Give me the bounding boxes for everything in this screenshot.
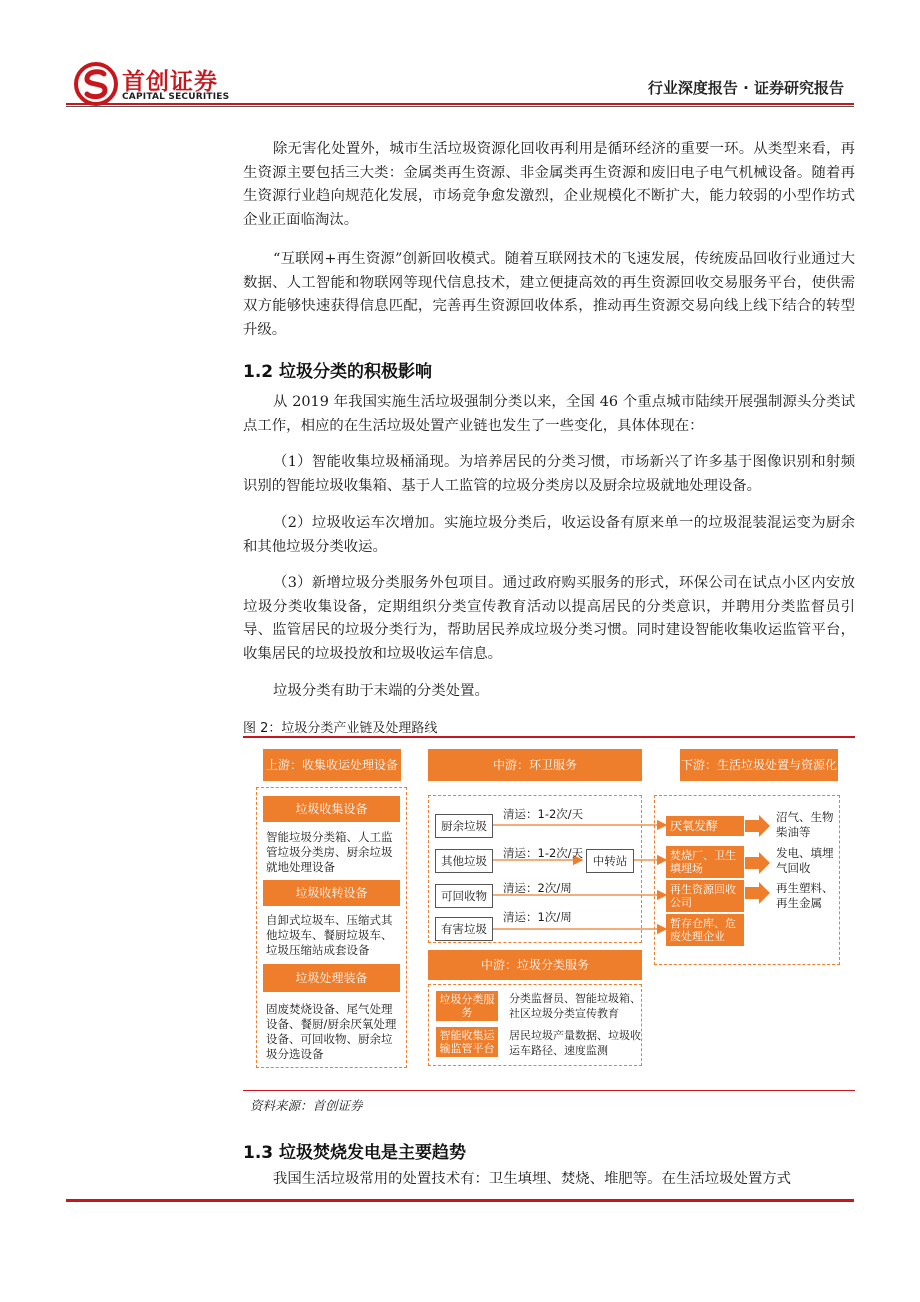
process-hazardous-storage: 暂存仓库、危废处理企业: [666, 914, 744, 946]
midstream-header: 中游：环卫服务: [428, 749, 642, 781]
waste-freq-other: 清运：1-2次/天: [503, 846, 584, 860]
paragraph-internet-recycling: “互联网+再生资源”创新回收模式。随着互联网技术的飞速发展，传统废品回收行业通过大数据、人工智能和物联网等现代信息技术，建立便捷高效的再生资源回收交易服务平台，使供需双方能够快速获得信息匹配，完善再生资源回收体系，推动再生资源交易向线上线下结合的转型升级。: [243, 251, 855, 338]
result-anaerobic: 沼气、生物柴油等: [776, 810, 834, 839]
waste-freq-kitchen: 清运：1-2次/天: [503, 807, 584, 821]
waste-freq-recyclable: 清运：2次/周: [503, 881, 572, 895]
process-incineration: 焚烧厂、卫生填埋场: [666, 846, 744, 878]
process-recycling: 再生资源回收公司: [666, 880, 744, 912]
header-divider-thin: [66, 106, 854, 107]
upstream-group-collection-desc: 智能垃圾分类箱、人工监管垃圾分类房、厨余垃圾就地处理设备: [266, 830, 393, 874]
waste-type-recyclable: 可回收物: [435, 884, 493, 908]
paragraph-outsourcing: （3）新增垃圾分类服务外包项目。通过政府购买服务的形式，环保公司在试点小区内安放垃圾分类收集设备，定期组织分类宣传教育活动以提高居民的分类意识，并聘用分类监督员引导、监管居民的垃圾分类行为，帮助居民养成垃圾分类习惯。同时建设智能收集收运监管平台，收集居民的垃圾投放和垃圾收运车信息。: [243, 575, 855, 662]
upstream-header: 上游：收集收运处理设备: [263, 749, 401, 781]
upstream-group-transfer-desc: 自卸式垃圾车、压缩式其他垃圾车、餐厨垃圾车、垃圾压缩站成套设备: [266, 913, 393, 957]
footer-rule: [66, 1199, 854, 1202]
result-recycling: 再生塑料、再生金属: [776, 881, 834, 910]
transfer-station: 中转站: [586, 849, 634, 873]
figure-source: 资料来源：首创证券: [250, 1098, 363, 1113]
waste-freq-hazardous: 清运：1次/周: [503, 910, 572, 924]
paragraph-collection-trips: （2）垃圾收运车次增加。实施垃圾分类后，收运设备有原来单一的垃圾混装混运变为厨余和其他垃圾分类收运。: [243, 515, 855, 555]
upstream-group-collection-title: 垃圾收集设备: [263, 796, 400, 822]
upstream-group-treatment-desc: 固废焚烧设备、尾气处理设备、餐厨/厨余厌氧处理设备、可回收物、厨余垃圾分选设备: [266, 1002, 397, 1061]
midstream-service-header: 中游：垃圾分类服务: [428, 950, 642, 980]
downstream-header: 下游：生活垃圾处置与资源化: [680, 749, 838, 781]
result-incineration: 发电、填埋气回收: [776, 846, 834, 875]
capital-securities-logo-icon: [74, 62, 118, 106]
section-heading-1-3: 1.3 垃圾焚烧发电是主要趋势: [243, 1143, 467, 1163]
waste-type-hazardous: 有害垃圾: [435, 917, 493, 941]
section-heading-1-2: 1.2 垃圾分类的积极影响: [243, 362, 433, 382]
paragraph-recycling: 除无害化处置外，城市生活垃圾资源化回收再利用是循环经济的重要一环。从类型来看，再生资源主要包括三大类：金属类再生资源、非金属类再生资源和废旧电子电气机械设备。随着再生资源行业趋向规范化发展，市场竞争愈发激烈，企业规模化不断扩大，能力较弱的小型作坊式企业正面临淘汰。: [243, 141, 855, 228]
figure-bottom-rule: [243, 1090, 855, 1091]
waste-type-kitchen: 厨余垃圾: [435, 814, 493, 838]
upstream-group-transfer-title: 垃圾收转设备: [263, 880, 400, 906]
service-monitoring-desc: 居民垃圾产量数据、垃圾收运车路径、速度监测: [509, 1029, 641, 1057]
service-sorting-desc: 分类监督员、智能垃圾箱、社区垃圾分类宣传教育: [509, 992, 641, 1020]
service-monitoring-platform: 智能收集运输监管平台: [436, 1027, 498, 1057]
report-type: 行业深度报告 · 证券研究报告: [647, 79, 844, 97]
waste-type-other: 其他垃圾: [435, 849, 493, 873]
header-divider: [66, 103, 854, 105]
paragraph-end-disposal: 垃圾分类有助于末端的分类处置。: [273, 683, 489, 699]
paragraph-smart-bins: （1）智能收集垃圾桶涌现。为培养居民的分类习惯，市场新兴了许多基于图像识别和射频识别的智能垃圾收集箱、基于人工监管的垃圾分类房以及厨余垃圾就地处理设备。: [243, 454, 855, 494]
paragraph-2019-policy: 从 2019 年我国实施生活垃圾强制分类以来，全国 46 个重点城市陆续开展强制源头分类试点工作，相应的在生活垃圾处置产业链也发生了一些变化，具体体现在：: [243, 394, 855, 434]
figure-top-rule: [243, 736, 855, 738]
figure-title: 图 2：垃圾分类产业链及处理路线: [243, 721, 438, 736]
upstream-group-treatment-title: 垃圾处理装备: [263, 964, 400, 992]
process-anaerobic: 厌氧发酵: [666, 816, 744, 836]
logo-chinese-name: 首创证券: [122, 69, 218, 95]
logo-english-name: CAPITAL SECURITIES: [122, 92, 230, 102]
paragraph-disposal-tech: 我国生活垃圾常用的处置技术有：卫生填埋、焚烧、堆肥等。在生活垃圾处置方式: [273, 1171, 792, 1187]
service-sorting: 垃圾分类服务: [436, 991, 498, 1021]
